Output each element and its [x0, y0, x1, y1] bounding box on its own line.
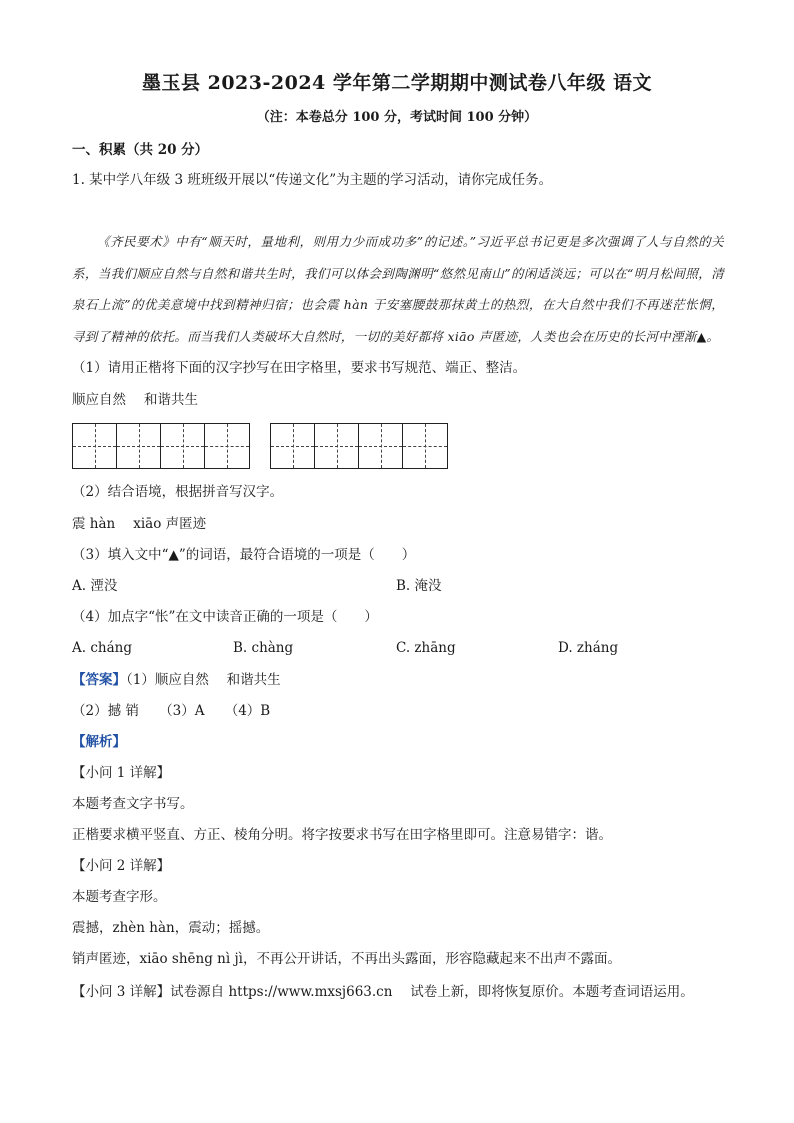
detail-1-title: 【小问 1 详解】 — [72, 765, 171, 781]
tianzige-cell[interactable] — [205, 424, 249, 468]
page-subtitle: （注：本卷总分 100 分，考试时间 100 分钟） — [256, 110, 538, 125]
option-a: A. 湮没 — [72, 578, 118, 594]
option-c: C. zhāng — [396, 640, 456, 656]
option-b: B. chàng — [233, 640, 294, 656]
answer-line-2: （2）撼 销 （3）A （4）B — [72, 703, 271, 719]
subquestion-3: （3）填入文中“▲”的词语，最符合语境的一项是（ ） — [72, 547, 416, 563]
copy-word: 和谐共生 — [144, 392, 198, 408]
section-heading: 一、积累（共 20 分） — [72, 142, 209, 158]
detail-1-text: 正楷要求横平竖直、方正、棱角分明。将字按要求书写在田字格里即可。注意易错字：谐。 — [72, 827, 612, 843]
tianzige-cell[interactable] — [117, 424, 161, 468]
tianzige-cell[interactable] — [403, 424, 447, 468]
pinyin-item: 震 hàn — [72, 516, 116, 532]
answer-line-1 — [72, 670, 281, 690]
tianzige-cell[interactable] — [271, 424, 315, 468]
tianzige-grid-1[interactable] — [72, 423, 250, 469]
page-title: 墨玉县 2023-2024 学年第二学期期中测试卷八年级 语文 — [142, 72, 652, 94]
answer-text: （1）顺应自然 和谐共生 — [126, 672, 281, 688]
detail-2-text: 震撼，zhèn hàn，震动；摇撼。 — [72, 920, 270, 936]
detail-2-text: 本题考查字形。 — [72, 889, 167, 905]
subquestion-2: （2）结合语境，根据拼音写汉字。 — [72, 484, 284, 500]
tianzige-cell[interactable] — [73, 424, 117, 468]
pinyin-item: xiāo 声匿迹 — [133, 516, 207, 532]
pinyin-line — [72, 514, 206, 534]
answer-tag: 【答案】 — [72, 672, 126, 688]
detail-2-title: 【小问 2 详解】 — [72, 858, 171, 874]
option-a: A. cháng — [72, 640, 132, 656]
tianzige-cell[interactable] — [315, 424, 359, 468]
detail-2-text: 销声匿迹，xiāo shēng nì jì，不再公开讲话，不再出头露面，形容隐藏起来不出声不露面。 — [72, 951, 621, 967]
analysis-tag: 【解析】 — [72, 734, 126, 750]
subquestion-1: （1）请用正楷将下面的汉字抄写在田字格里，要求书写规范、端正、整洁。 — [72, 360, 527, 376]
detail-1-text: 本题考查文字书写。 — [72, 796, 194, 812]
subquestion-4: （4）加点字“怅”在文中读音正确的一项是（ ） — [72, 609, 378, 625]
tianzige-cell[interactable] — [359, 424, 403, 468]
copy-words-line — [72, 390, 198, 410]
copy-word: 顺应自然 — [72, 392, 126, 408]
tianzige-cell[interactable] — [161, 424, 205, 468]
option-d: D. zháng — [558, 640, 619, 656]
question-1-intro: 1. 某中学八年级 3 班班级开展以“传递文化”为主题的学习活动，请你完成任务。 — [72, 172, 553, 188]
tianzige-grid-2[interactable] — [270, 423, 448, 469]
detail-3-line: 【小问 3 详解】试卷源自 https://www.mxsj663.cn 试卷上新，即将恢复原价。本题考查词语运用。 — [72, 984, 694, 1000]
option-b: B. 淹没 — [396, 578, 442, 594]
reading-passage: 《齐民要术》中有“顺天时，量地利，则用力少而成功多”的记述。”习近平总书记更是多次强调了人与自然的关系，当我们顺应自然与自然和谐共生时，我们可以体会到陶渊明“悠然见南山”的闲适淡远；可以在“明月松间照，清泉石上流”的优美意境中找到精神归宿；也会震 hàn 于安塞腰鼓那抹黄土的热烈，在大自然中我们不再迷茫怅惘，寻到了精神的依托。而当我们人类破坏大自然时，一切的美好都将 xiāo 声匿迹，人类也会在历史的长河中湮渐▲。 — [72, 234, 724, 344]
